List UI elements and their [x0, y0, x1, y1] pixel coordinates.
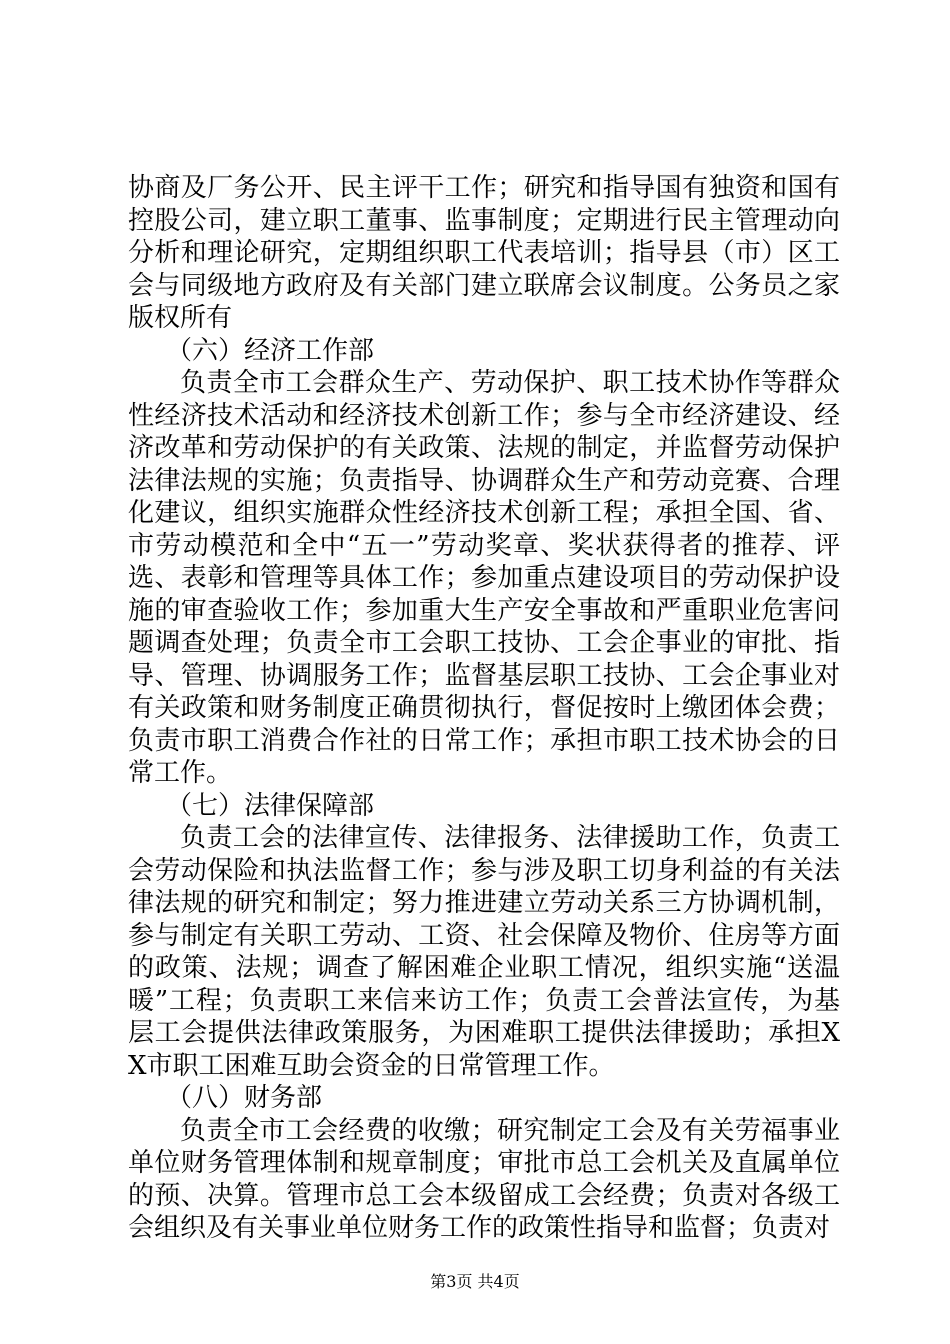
section-heading-finance: （八）财务部 — [166, 1083, 323, 1113]
page-footer: 第3页 共4页 — [430, 1272, 520, 1291]
section-heading-legal-protection: （七）法律保障部 — [166, 790, 375, 821]
intro-paragraph: 协商及厂务公开、民主评干工作；研究和指导国有独资和国有控股公司，建立职工董事、监事制度；定期进行民主管理动向分析和理论研究，定期组织职工代表培训；指导县（市）区工会与同级地方政府及有关部门建立联席会议制度。公务员之家版权所有 — [128, 173, 840, 333]
section-heading-economic-work: （六）经济工作部 — [166, 335, 375, 366]
section-body-economic-work: 负责全市工会群众生产、劳动保护、职工技术协作等群众性经济技术活动和经济技术创新工作；参与全市经济建设、经济改革和劳动保护的有关政策、法规的制定，并监督劳动保护法律法规的实施；负责指导、协调群众生产和劳动竞赛、合理化建议，组织实施群众性经济技术创新工程；承担全国、省、市劳动模范和全中“五一”劳动奖章、奖状获得者的推荐、评选、表彰和管理等具体工作；参加重点建设项目的劳动保护设施的审查验收工作；参加重大生产安全事故和严重职业危害问题调查处理；负责全市工会职工技协、工会企事业的审批、指导、管理、协调服务工作；监督基层职工技协、工会企事业对有关政策和财务制度正确贯彻执行，督促按时上缴团体会费；负责市职工消费合作社的日常工作；承担市职工技术协会的日常工作。 — [128, 368, 840, 788]
section-body-finance: 负责全市工会经费的收缴；研究制定工会及有关劳福事业单位财务管理体制和规章制度；审批市总工会机关及直属单位的预、决算。管理市总工会本级留成工会经费；负责对各级工会组织及有关事业单位财务工作的政策性指导和监督；负责对 — [128, 1115, 840, 1243]
section-body-legal-protection: 负责工会的法律宣传、法律报务、法律援助工作，负责工会劳动保险和执法监督工作；参与涉及职工切身利益的有关法律法规的研究和制定；努力推进建立劳动关系三方协调机制，参与制定有关职工劳动、工资、社会保障及物价、住房等方面的政策、法规；调查了解困难企业职工情况，组织实施“送温暖”工程；负责职工来信来访工作；负责工会普法宣传，为基层工会提供法律政策服务，为困难职工提供法律援助；承担XX市职工困难互助会资金的日常管理工作。 — [128, 823, 840, 1081]
document-body — [128, 172, 840, 1245]
